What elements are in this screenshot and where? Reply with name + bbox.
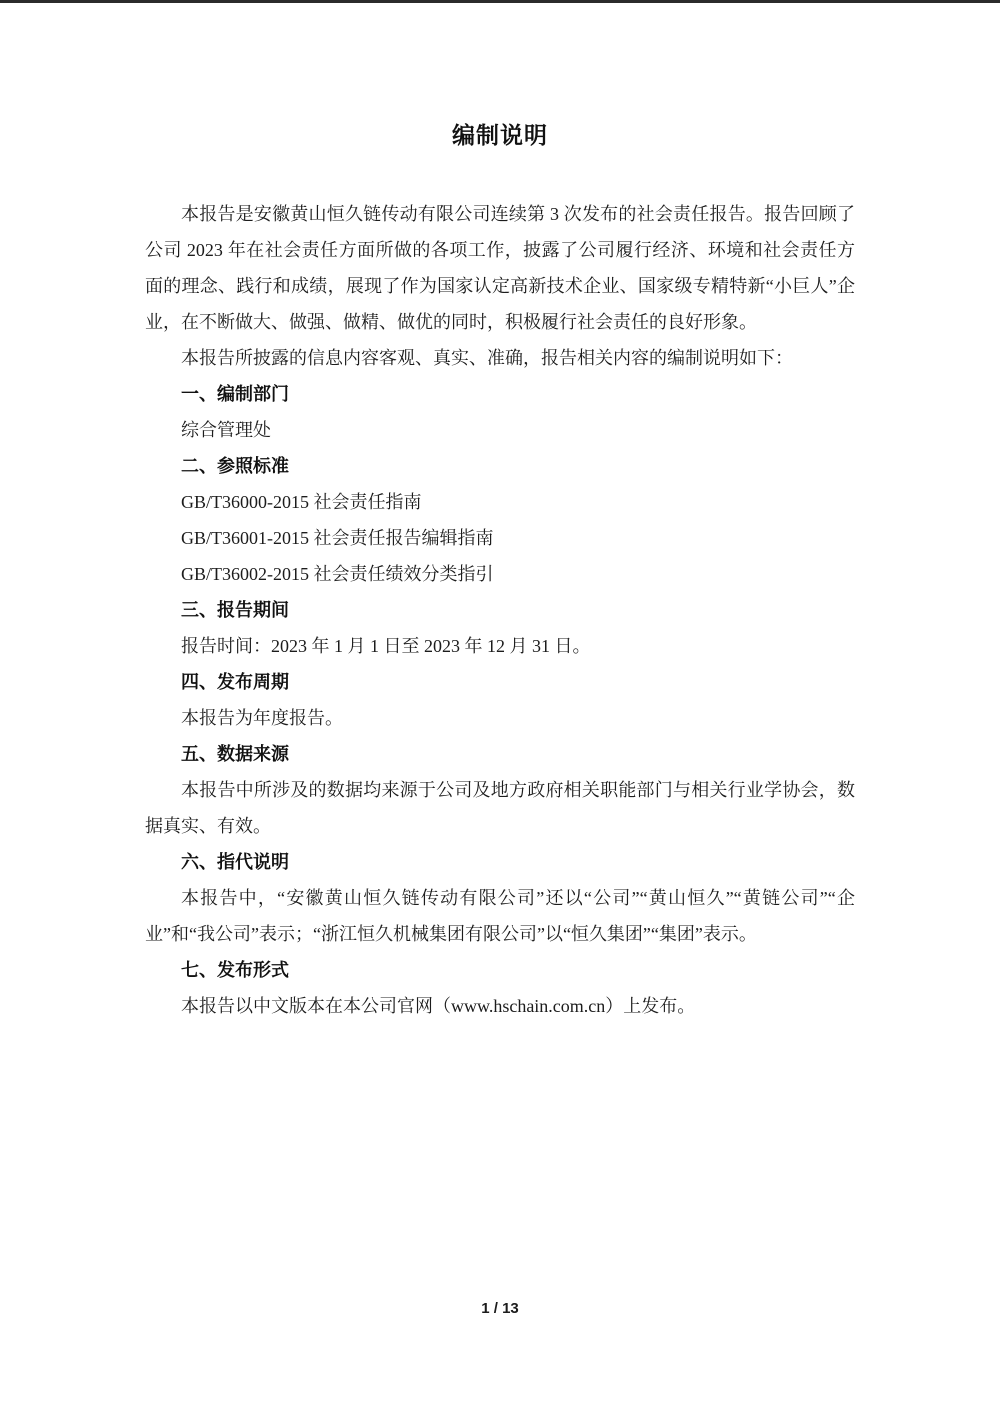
section-body-compiling-department: 综合管理处 — [181, 420, 271, 440]
section-heading-data-source: 五、数据来源 — [181, 744, 289, 764]
section-heading-reference-terms: 六、指代说明 — [181, 852, 289, 872]
section-body-reference-terms: 本报告中，“安徽黄山恒久链传动有限公司”还以“公司”“黄山恒久”“黄链公司”“企业”和“我公司”表示；“浙江恒久机械集团有限公司”以“恒久集团”“集团”表示。 — [145, 888, 855, 944]
intro-paragraph-2: 本报告所披露的信息内容客观、真实、准确，报告相关内容的编制说明如下： — [181, 348, 793, 368]
section-body-data-source: 本报告中所涉及的数据均来源于公司及地方政府相关职能部门与相关行业学协会，数据真实、有效。 — [145, 780, 855, 836]
section-body-release-form: 本报告以中文版本在本公司官网（www.hschain.com.cn）上发布。 — [181, 996, 696, 1016]
page-number: 1 / 13 — [481, 1300, 519, 1317]
section-heading-release-form: 七、发布形式 — [181, 960, 289, 980]
reference-standard-line-1: GB/T36000-2015 社会责任指南 — [181, 492, 422, 512]
reference-standard-line-3: GB/T36002-2015 社会责任绩效分类指引 — [181, 564, 494, 584]
report-content — [145, 120, 855, 1024]
document-title: 编制说明 — [452, 122, 548, 148]
section-body-release-cycle: 本报告为年度报告。 — [181, 708, 343, 728]
section-heading-compiling-department: 一、编制部门 — [181, 384, 289, 404]
section-heading-release-cycle: 四、发布周期 — [181, 672, 289, 692]
section-body-report-period: 报告时间：2023 年 1 月 1 日至 2023 年 12 月 31 日。 — [181, 636, 591, 656]
section-heading-reference-standards: 二、参照标准 — [181, 456, 289, 476]
section-heading-report-period: 三、报告期间 — [181, 600, 289, 620]
reference-standard-line-2: GB/T36001-2015 社会责任报告编辑指南 — [181, 528, 494, 548]
page-top-border — [0, 0, 1000, 3]
page-footer — [0, 1300, 1000, 1317]
intro-paragraph-1: 本报告是安徽黄山恒久链传动有限公司连续第 3 次发布的社会责任报告。报告回顾了公司 2023 年在社会责任方面所做的各项工作，披露了公司履行经济、环境和社会责任方面的理念、践行和成绩，展现了作为国家认定高新技术企业、国家级专精特新“小巨人”企业，在不断做大、做强、做精、做优的同时，积极履行社会责任的良好形象。 — [145, 204, 855, 332]
